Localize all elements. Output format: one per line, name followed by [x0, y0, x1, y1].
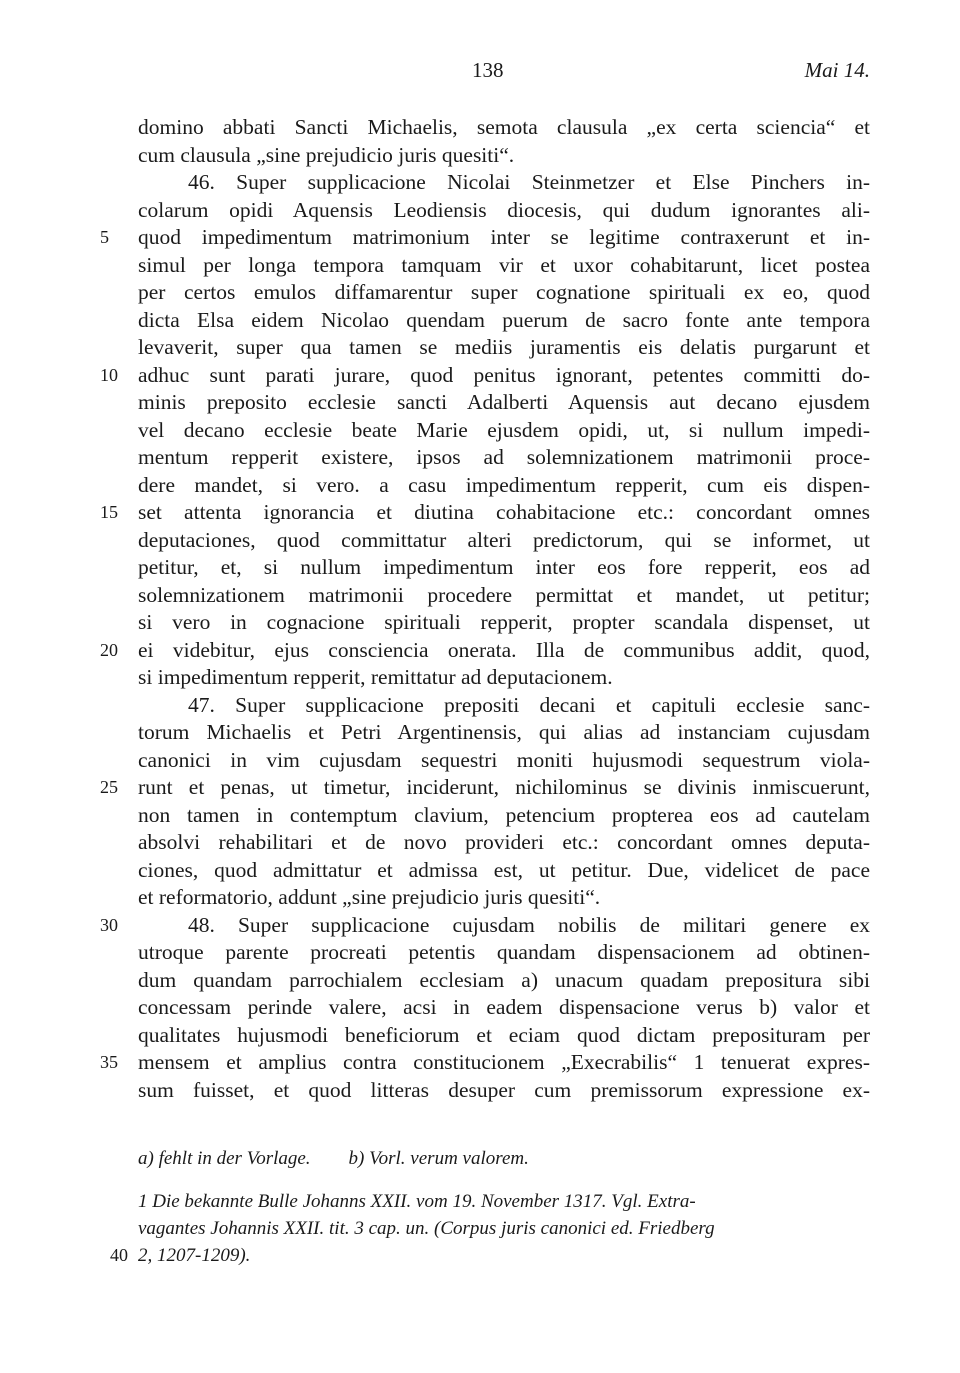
line-text: concessam perinde valere, acsi in eadem dispensacione verus b) valor et	[138, 995, 870, 1019]
text-line	[138, 1077, 870, 1105]
text-line	[100, 774, 870, 802]
line-text: colarum opidi Aquensis Leodiensis diocesis, qui dudum ignorantes ali-	[138, 197, 870, 222]
line-number: 10	[100, 364, 118, 385]
footnote-line	[138, 1145, 870, 1172]
line-text: ciones, quod admittatur et admissa est, ut petitur. Due, videlicet de pace	[138, 857, 870, 882]
line-text: adhuc sunt parati jurare, quod penitus ignorant, petentes committi do-	[138, 362, 870, 387]
text-line	[138, 554, 870, 582]
text-line	[138, 939, 870, 967]
footnotes	[110, 1145, 870, 1269]
line-text: cum clausula „sine prejudicio juris quesiti“.	[138, 142, 515, 167]
footnote-text: 2, 1207-1209).	[138, 1245, 251, 1266]
text-line	[138, 334, 870, 362]
page-header	[0, 58, 960, 88]
line-number: 30	[100, 914, 118, 935]
line-number: 25	[100, 777, 118, 797]
line-number: 15	[100, 502, 118, 522]
footnote-line	[138, 1215, 870, 1242]
line-text: simul per longa tempora tamquam vir et uxor cohabitarunt, licet postea	[138, 252, 870, 277]
footnote-text: vagantes Johannis XXII. tit. 3 cap. un. (Corpus juris canonici ed. Friedberg	[138, 1218, 715, 1239]
line-text: non tamen in contemptum clavium, petencium propterea eos ad cautelam	[138, 802, 870, 827]
text-line	[100, 224, 870, 252]
line-text: vel decano ecclesie beate Marie ejusdem opidi, ut, si nullum impedi-	[138, 417, 870, 442]
line-text: solemnizationem matrimonii procedere permittat et mandet, ut petitur;	[138, 582, 870, 607]
line-text: dicta Elsa eidem Nicolao quendam puerum de sacro fonte ante tempora	[138, 307, 870, 332]
line-text: levaverit, super qua tamen se mediis juramentis eis delatis purgarunt et	[138, 335, 870, 359]
text-line	[138, 114, 870, 142]
text-line	[138, 802, 870, 830]
line-text: deputaciones, quod committatur alteri predictorum, qui se informet, ut	[138, 527, 870, 552]
running-head: Mai 14.	[804, 58, 870, 82]
text-line	[138, 857, 870, 885]
line-text: 46. Super supplicacione Nicolai Steinmetzer et Else Pinchers in-	[188, 170, 870, 194]
footnote-line	[110, 1242, 870, 1269]
footnote-text: 1 Die bekannte Bulle Johanns XXII. vom 19. November 1317. Vgl. Extra-	[138, 1191, 696, 1212]
line-text: absolvi rehabilitari et de novo provideri etc.: concordant omnes deputa-	[138, 830, 870, 854]
line-text: minis preposito ecclesie sancti Adalberti Aquensis aut decano ejusdem	[138, 390, 870, 414]
line-text: torum Michaelis et Petri Argentinensis, qui alias ad instanciam cujusdam	[138, 720, 870, 744]
line-number: 5	[100, 227, 109, 247]
line-text: set attenta ignorancia et diutina cohabitacione etc.: concordant omnes	[138, 500, 870, 524]
line-text: mensem et amplius contra constitucionem „Execrabilis“ 1 tenuerat expres-	[138, 1050, 870, 1074]
text-line	[138, 967, 870, 995]
line-text: canonici in vim cujusdam sequestri moniti hujusmodi sequestrum viola-	[138, 747, 870, 772]
line-text: utroque parente procreati petentis quandam dispensacionem ad obtinen-	[138, 940, 870, 964]
text-line	[138, 472, 870, 500]
text-line	[138, 307, 870, 335]
line-number: 35	[100, 1052, 118, 1072]
text-line	[138, 582, 870, 610]
text-line	[138, 994, 870, 1022]
text-line	[138, 417, 870, 445]
line-text: 48. Super supplicacione cujusdam nobilis de militari genere ex	[188, 912, 870, 937]
line-text: runt et penas, ut timetur, inciderunt, nichilominus se divinis inmiscuerunt,	[138, 775, 870, 799]
text-line	[138, 747, 870, 775]
line-text: dere mandet, si vero. a casu impedimentum repperit, cum eis dispen-	[138, 472, 870, 497]
text-line	[138, 609, 870, 637]
text-line	[100, 499, 870, 527]
text-line	[138, 527, 870, 555]
footnote-line	[138, 1188, 870, 1215]
text-line	[100, 637, 870, 665]
text-line	[138, 142, 870, 170]
text-line	[138, 197, 870, 225]
line-text: si vero in cognacione spirituali repperit, propter scandala dispenset, ut	[138, 610, 870, 634]
line-text: per certos emulos diffamarentur super cognatione spirituali ex eo, quod	[138, 280, 870, 304]
line-text: et reformatorio, addunt „sine prejudicio juris quesiti“.	[138, 885, 601, 909]
text-line	[138, 692, 870, 720]
text-line	[138, 389, 870, 417]
text-line	[138, 252, 870, 280]
line-text: qualitates hujusmodi beneficiorum et eciam quod dictam preposituram per	[138, 1022, 870, 1047]
text-line	[138, 884, 870, 912]
line-text: petitur, et, si nullum impedimentum inter eos fore repperit, eos ad	[138, 555, 870, 579]
footnote-text: a) fehlt in der Vorlage. b) Vorl. verum valorem.	[138, 1148, 529, 1169]
text-line	[138, 444, 870, 472]
line-text: si impedimentum repperit, remittatur ad deputacionem.	[138, 665, 613, 689]
page-number: 138	[472, 58, 504, 82]
text-line	[100, 912, 870, 940]
text-line	[138, 719, 870, 747]
line-text: sum fuisset, et quod litteras desuper cum premissorum expressione ex-	[138, 1077, 870, 1102]
line-text: mentum repperit existere, ipsos ad solemnizationem matrimonii proce-	[138, 445, 870, 469]
line-number: 40	[110, 1245, 128, 1265]
text-line	[100, 362, 870, 390]
line-text: ei videbitur, ejus consciencia onerata. Illa de communibus addit, quod,	[138, 637, 870, 662]
text-line	[138, 664, 870, 692]
line-number: 20	[100, 639, 118, 660]
line-text: domino abbati Sancti Michaelis, semota clausula „ex certa sciencia“ et	[138, 115, 870, 139]
text-line	[138, 279, 870, 307]
text-line	[100, 1049, 870, 1077]
line-text: 47. Super supplicacione prepositi decani et capituli ecclesie sanc-	[188, 692, 870, 717]
text-line	[138, 1022, 870, 1050]
line-text: dum quandam parrochialem ecclesiam a) unacum quadam prepositura sibi	[138, 967, 870, 992]
main-text	[100, 114, 870, 1104]
line-text: quod impedimentum matrimonium inter se legitime contraxerunt et in-	[138, 225, 870, 249]
text-line	[138, 829, 870, 857]
text-line	[138, 169, 870, 197]
